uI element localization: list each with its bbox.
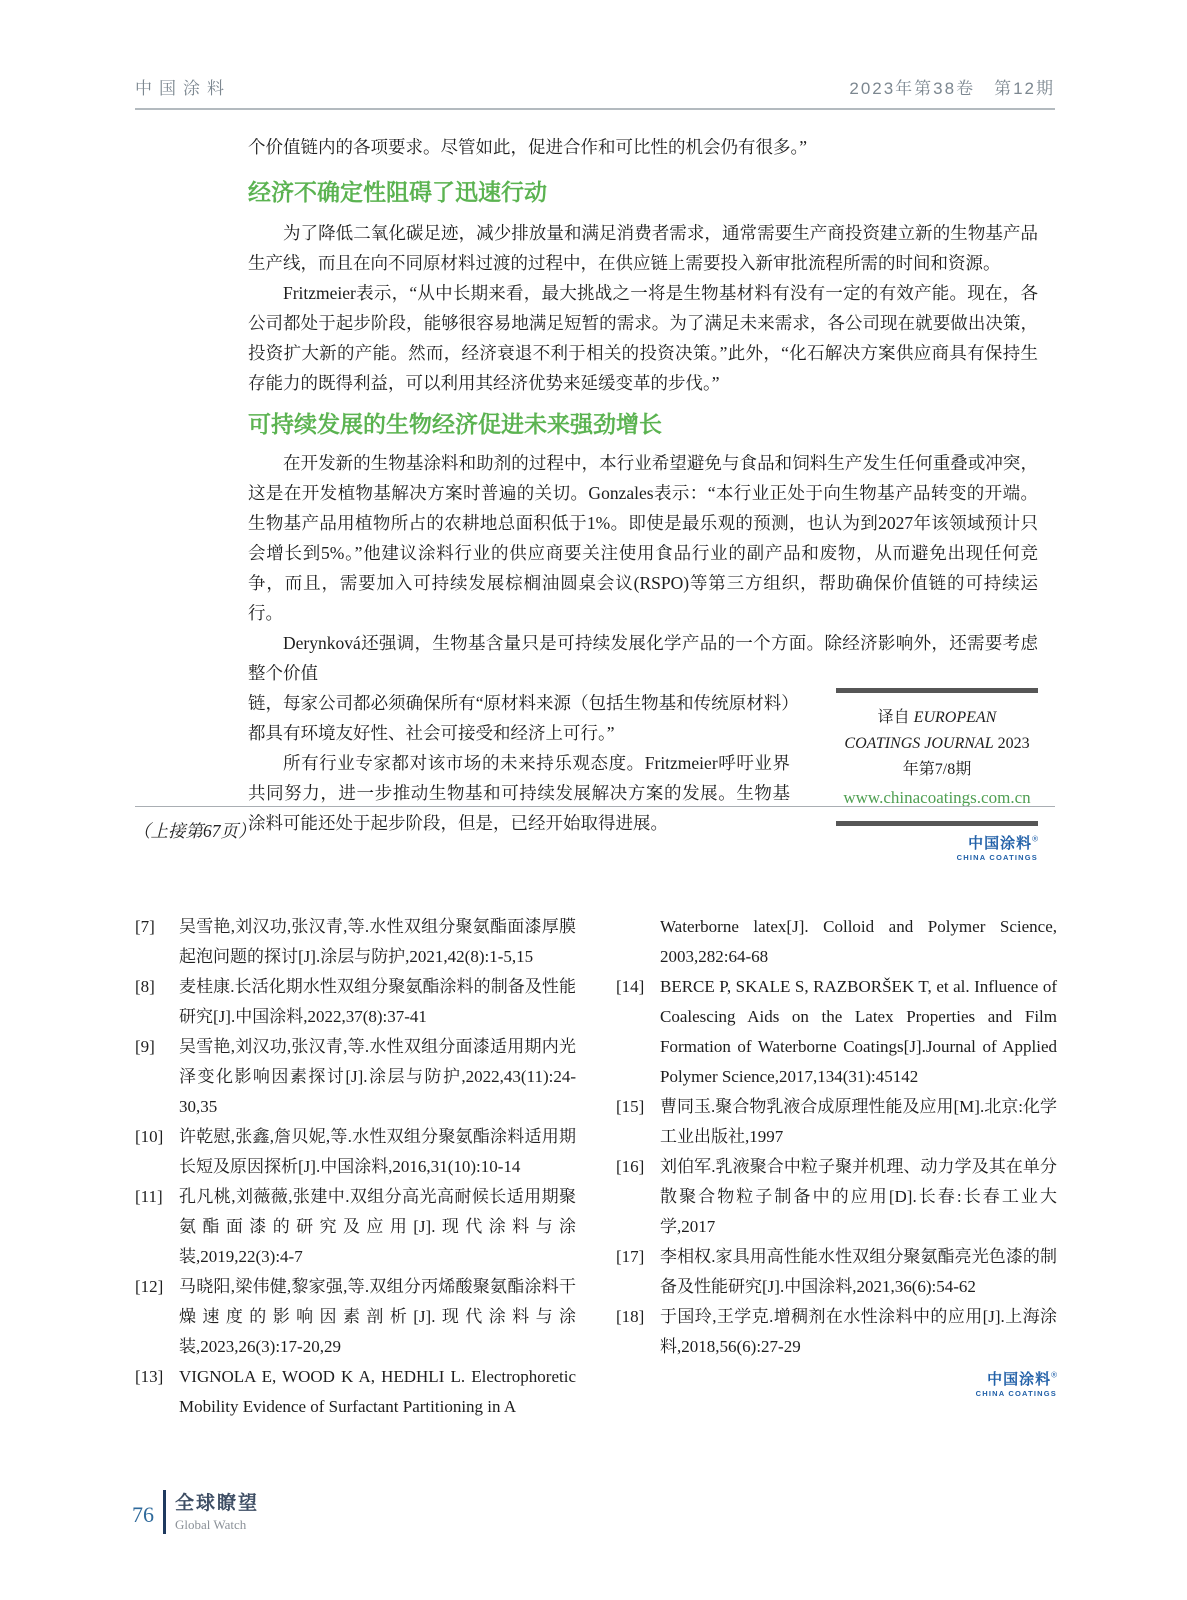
reference-item: [616, 1152, 1057, 1242]
reference-label: [616, 912, 660, 972]
reference-label: [17]: [616, 1247, 645, 1266]
reference-label: [12]: [135, 1277, 164, 1296]
footer-divider-bar: [163, 1490, 166, 1534]
section-heading-sustainable-bioeconomy: 可持续发展的生物经济促进未来强劲增长: [248, 411, 662, 437]
wrap-zone: [248, 688, 1038, 868]
reference-item: [616, 1092, 1057, 1152]
logo-subtext: CHINA COATINGS: [956, 852, 1038, 862]
sidebar-attribution-box: [836, 688, 1038, 862]
reference-item: [616, 1242, 1057, 1302]
reference-item: [135, 1122, 576, 1182]
logo-registered-mark: ®: [1032, 834, 1038, 844]
reference-text: 麦桂康.长活化期水性双组分聚氨酯涂料的制备及性能研究[J].中国涂料,2022,37(8):37-41: [179, 977, 576, 1026]
reference-text: 马晓阳,梁伟健,黎家强,等.双组分丙烯酸聚氨酯涂料干燥速度的影响因素剖析[J].现代涂料与涂装,2023,26(3):17-20,29: [179, 1277, 576, 1356]
intro-paragraph: 个价值链内的各项要求。尽管如此，促进合作和可比性的机会仍有很多。”: [248, 137, 808, 157]
reference-label: [13]: [135, 1367, 164, 1386]
attribution-journal-title: EUROPEAN COATINGS JOURNAL: [844, 709, 997, 752]
paragraph: 所有行业专家都对该市场的未来持乐观态度。Fritzmeier呼吁业界共同努力，进一步推动生物基和可持续发展解决方案的发展。生物基涂料可能还处于起步阶段，但是，已经开始取得进展。: [248, 753, 790, 833]
reference-text: 孔凡桃,刘薇薇,张建中.双组分高光高耐候长适用期聚氨酯面漆的研究及应用[J].现代涂料与涂装,2019,22(3):4-7: [179, 1187, 576, 1266]
attribution-url-link[interactable]: www.chinacoatings.com.cn: [843, 788, 1031, 807]
reference-label: [16]: [616, 1157, 645, 1176]
paragraph: 为了降低二氧化碳足迹，减少排放量和满足消费者需求，通常需要生产商投资建立新的生物基产品生产线，而且在向不同原材料过渡的过程中，在供应链上需要投入新审批流程所需的时间和资源。: [248, 223, 1038, 273]
reference-label: [7]: [135, 917, 155, 936]
page-header: [135, 74, 1055, 110]
paragraph: 链，每家公司都必须确保所有“原材料来源（包括生物基和传统原材料）都具有环境友好性、社会可接受和经济上可行。”: [248, 693, 790, 743]
section-divider: [135, 806, 1055, 807]
reference-label: [11]: [135, 1187, 163, 1206]
reference-text: BERCE P, SKALE S, RAZBORŠEK T, et al. Influence of Coalescing Aids on the Latex Properties and Film Formation of Waterborne Coatings[J].Journal of Applied Polymer Science,2017,134(31):45142: [660, 977, 1057, 1086]
reference-text: 于国玲,王学克.增稠剂在水性涂料中的应用[J].上海涂料,2018,56(6):27-29: [660, 1307, 1057, 1356]
paragraph: Derynková还强调，生物基含量只是可持续发展化学产品的一个方面。除经济影响外，还需要考虑整个价值: [248, 633, 1038, 683]
reference-text: 吴雪艳,刘汉功,张汉青,等.水性双组分面漆适用期内光泽变化影响因素探讨[J].涂层与防护,2022,43(11):24-30,35: [179, 1037, 576, 1116]
page-footer: [132, 1490, 259, 1534]
reference-column-right: [616, 912, 1057, 1422]
reference-label: [14]: [616, 977, 645, 996]
reference-item: [616, 912, 1057, 972]
reference-label: [9]: [135, 1037, 155, 1056]
issue-info: 2023年第38卷 第12期: [849, 79, 1055, 98]
section-heading-economic-uncertainty: 经济不确定性阻碍了迅速行动: [248, 179, 547, 205]
reference-text: Waterborne latex[J]. Colloid and Polymer Science, 2003,282:64-68: [660, 917, 1057, 966]
journal-name: 中国涂料: [135, 79, 231, 98]
paragraph: Fritzmeier表示，“从中长期来看，最大挑战之一将是生物基材料有没有一定的有效产能。现在，各公司都处于起步阶段，能够很容易地满足短暂的需求。为了满足未来需求，各公司现在就要做出决策，投资扩大新的产能。然而，经济衰退不利于相关的投资决策。”此外，“化石解决方案供应商具有保持生存能力的既得利益，可以利用其经济优势来延缓变革的步伐。”: [248, 283, 1039, 393]
page-number: 76: [132, 1502, 154, 1527]
reference-item: [135, 1032, 576, 1122]
reference-text: VIGNOLA E, WOOD K A, HEDHLI L. Electrophoretic Mobility Evidence of Surfactant Partitioning in A: [179, 1367, 576, 1416]
reference-column-left: [135, 912, 576, 1422]
article-body: [248, 132, 1038, 868]
reference-label: [8]: [135, 977, 155, 996]
footer-section-title: 全球瞭望: [175, 1493, 260, 1514]
reference-text: 吴雪艳,刘汉功,张汉青,等.水性双组分聚氨酯面漆厚膜起泡问题的探讨[J].涂层与防护,2021,42(8):1-5,15: [179, 917, 576, 966]
logo-registered-mark: ®: [1051, 1370, 1057, 1380]
reference-item: [616, 1302, 1057, 1362]
logo-text: 中国涂料: [968, 835, 1033, 852]
footer-section-subtitle: Global Watch: [175, 1517, 247, 1532]
attribution-bottom-bar: [836, 821, 1038, 826]
reference-item: [135, 912, 576, 972]
continuation-note: （上接第67页）: [133, 821, 256, 841]
reference-item: [135, 972, 576, 1032]
attribution-text: [836, 693, 1038, 821]
reference-item: [135, 1182, 576, 1272]
reference-label: [15]: [616, 1097, 645, 1116]
paragraph: 在开发新的生物基涂料和助剂的过程中，本行业希望避免与食品和饲料生产发生任何重叠或冲突，这是在开发植物基解决方案时普遍的关切。Gonzales表示：“本行业正处于向生物基产品转变的开端。生物基产品用植物所占的农耕地总面积低于1%。即使是最乐观的预测，也认为到2027年该领域预计只会增长到5%。”他建议涂料行业的供应商要关注使用食品行业的副产品和废物，从而避免出现任何竞争，而且，需要加入可持续发展棕榈油圆桌会议(RSPO)等第三方组织，帮助确保价值链的可持续运行。: [248, 453, 1038, 623]
reference-item: [616, 972, 1057, 1092]
china-coatings-logo: [836, 835, 1038, 862]
reference-text: 许乾慰,张鑫,詹贝妮,等.水性双组分聚氨酯涂料适用期长短及原因探析[J].中国涂料,2016,31(10):10-14: [179, 1127, 576, 1176]
attribution-issue: 2023年第7/8期: [902, 735, 1030, 778]
reference-label: [10]: [135, 1127, 164, 1146]
footer-titles: [175, 1490, 259, 1534]
reference-item: [135, 1362, 576, 1422]
reference-text: 刘伯军.乳液聚合中粒子聚并机理、动力学及其在单分散聚合物粒子制备中的应用[D].长春:长春工业大学,2017: [660, 1157, 1057, 1236]
logo-subtext: CHINA COATINGS: [975, 1388, 1057, 1398]
china-coatings-logo: [616, 1370, 1057, 1398]
reference-text: 李相权.家具用高性能水性双组分聚氨酯亮光色漆的制备及性能研究[J].中国涂料,2021,36(6):54-62: [660, 1247, 1057, 1296]
attribution-prefix: 译自: [877, 709, 914, 726]
logo-text: 中国涂料: [987, 1371, 1052, 1388]
reference-label: [18]: [616, 1307, 645, 1326]
references-section: [135, 912, 1057, 1422]
reference-item: [135, 1272, 576, 1362]
reference-text: 曹同玉.聚合物乳液合成原理性能及应用[M].北京:化学工业出版社,1997: [660, 1097, 1057, 1146]
